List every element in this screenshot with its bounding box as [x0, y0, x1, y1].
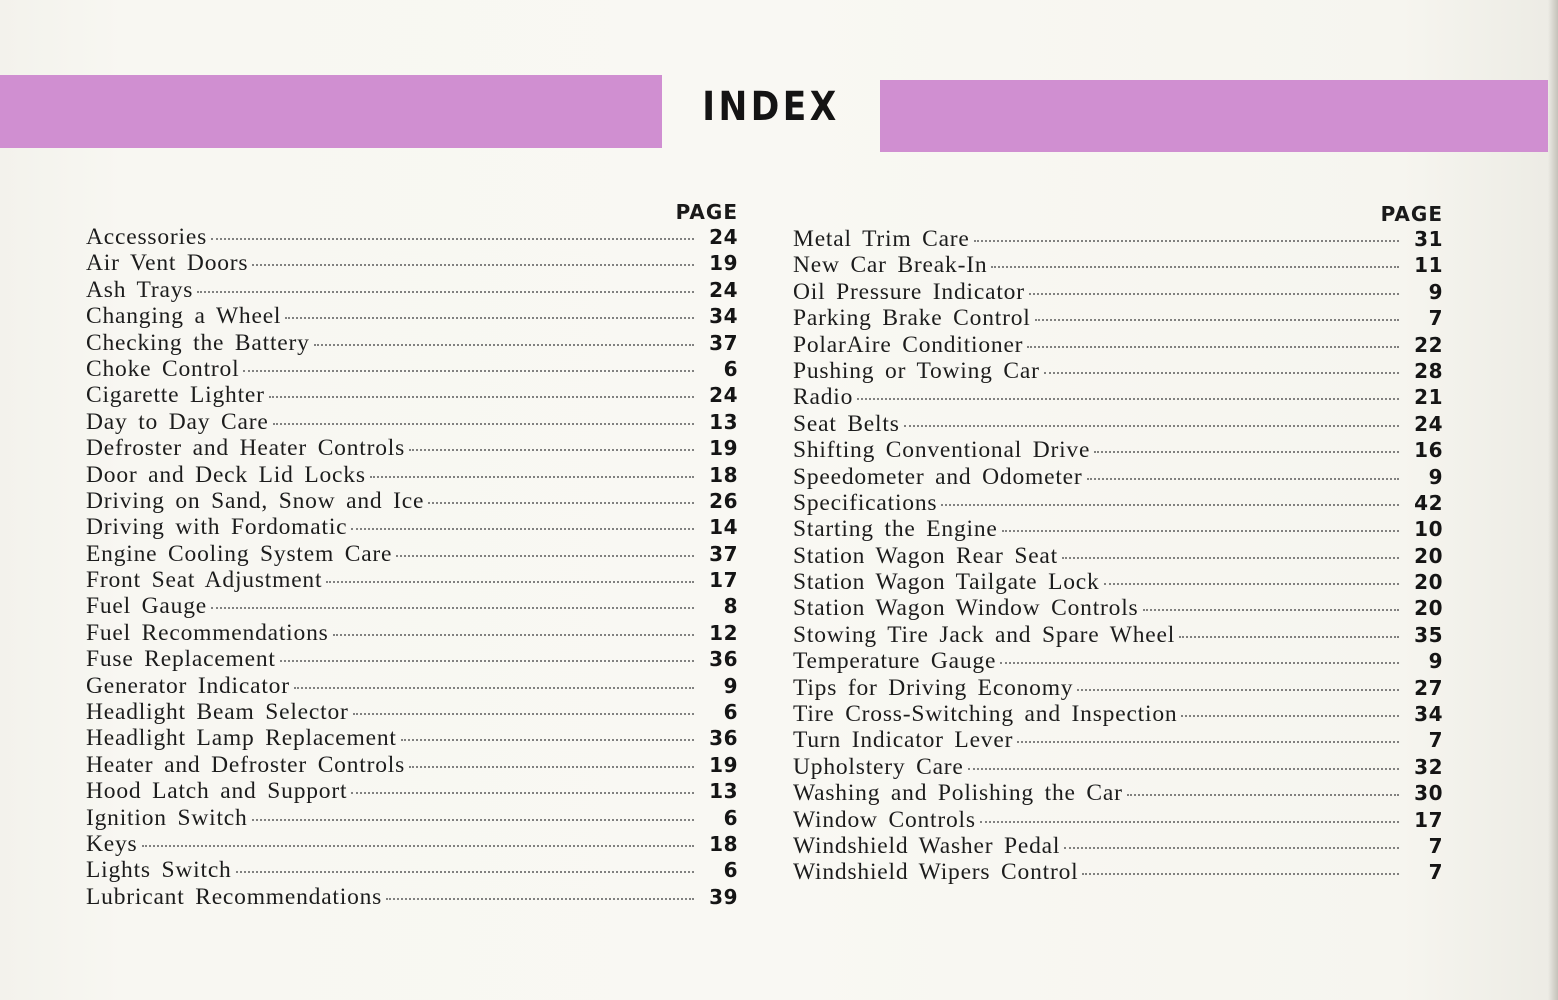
index-entry — [86, 778, 738, 804]
index-entry-label: Lubricant Recommendations — [86, 883, 383, 910]
dot-leader — [1044, 372, 1399, 374]
index-entry-label: Upholstery Care — [793, 753, 964, 780]
index-entry-page-number: 6 — [723, 805, 738, 830]
dot-leader — [1002, 530, 1399, 532]
dot-leader — [904, 425, 1399, 427]
index-entry-label: Engine Cooling System Care — [86, 540, 393, 567]
index-entry-label: Generator Indicator — [86, 672, 290, 699]
index-entry-page-number: 6 — [723, 700, 738, 725]
dot-leader — [1029, 293, 1399, 295]
index-entry-page-number: 22 — [1414, 332, 1443, 357]
index-entry-page-number: 36 — [709, 647, 738, 672]
index-entry-page-number: 12 — [709, 620, 738, 645]
index-entry-page-number: 7 — [1428, 833, 1443, 858]
dot-leader — [1000, 662, 1399, 664]
index-entry-label: Headlight Lamp Replacement — [86, 725, 397, 752]
index-entry — [793, 648, 1443, 674]
index-entry-label: Changing a Wheel — [86, 303, 282, 330]
index-entry — [793, 464, 1443, 490]
index-entry-label: Checking the Battery — [86, 329, 310, 356]
index-entry-page-number: 20 — [1414, 596, 1443, 621]
index-entry — [793, 807, 1443, 833]
index-entry — [793, 411, 1443, 437]
index-entry-label: Specifications — [793, 489, 938, 516]
dot-leader — [269, 396, 694, 398]
index-entry-page-number: 9 — [1428, 464, 1443, 489]
dot-leader — [1181, 715, 1399, 717]
index-entry — [86, 250, 738, 276]
dot-leader — [351, 528, 694, 530]
decorative-band-right — [880, 80, 1548, 152]
index-entry — [86, 646, 738, 672]
index-entry-page-number: 19 — [709, 436, 738, 461]
index-entry — [86, 567, 738, 593]
index-entry-page-number: 7 — [1428, 860, 1443, 885]
index-entry-page-number: 24 — [709, 277, 738, 302]
dot-leader — [280, 660, 694, 662]
index-entry-label: Radio — [793, 384, 854, 411]
index-entry-label: Station Wagon Tailgate Lock — [793, 569, 1100, 596]
index-entry-page-number: 32 — [1414, 754, 1443, 779]
index-entry — [793, 780, 1443, 806]
index-entry-page-number: 16 — [1414, 438, 1443, 463]
dot-leader — [401, 739, 694, 741]
dot-leader — [211, 238, 694, 240]
index-entry-page-number: 34 — [1414, 702, 1443, 727]
index-entry-page-number: 27 — [1414, 675, 1443, 700]
index-entry-label: Parking Brake Control — [793, 305, 1031, 332]
index-entry — [86, 330, 738, 356]
index-entry — [86, 435, 738, 461]
index-entry-label: Door and Deck Lid Locks — [86, 461, 366, 488]
dot-leader — [1027, 346, 1399, 348]
index-entry-page-number: 42 — [1414, 490, 1443, 515]
index-entry-page-number: 17 — [1414, 807, 1443, 832]
dot-leader — [857, 398, 1399, 400]
index-entry — [793, 332, 1443, 358]
index-entry-label: Accessories — [86, 224, 208, 250]
index-entry-label: Shifting Conventional Drive — [793, 437, 1091, 464]
index-entry-page-number: 21 — [1414, 385, 1443, 410]
index-entry — [86, 857, 738, 883]
dot-leader — [294, 687, 694, 689]
dot-leader — [1094, 451, 1399, 453]
index-entry-label: Washing and Polishing the Car — [793, 780, 1123, 807]
index-entry-list — [793, 226, 1443, 886]
index-entry — [793, 437, 1443, 463]
index-entry-page-number: 36 — [709, 726, 738, 751]
index-entry-page-number: 20 — [1414, 543, 1443, 568]
index-entry — [793, 305, 1443, 331]
index-entry — [793, 833, 1443, 859]
index-column-right — [793, 202, 1443, 886]
dot-leader — [980, 821, 1399, 823]
dot-leader — [409, 766, 694, 768]
dot-leader — [1179, 636, 1399, 638]
index-entry — [793, 569, 1443, 595]
index-entry-label: Window Controls — [793, 806, 976, 833]
index-entry-label: Cigarette Lighter — [86, 382, 265, 409]
dot-leader — [1087, 478, 1399, 480]
index-entry — [793, 516, 1443, 542]
index-entry — [86, 884, 738, 910]
index-entry-label: Temperature Gauge — [793, 648, 997, 675]
page-column-header: PAGE — [1380, 202, 1443, 226]
dot-leader — [941, 504, 1399, 506]
dot-leader — [197, 291, 694, 293]
index-entry — [86, 699, 738, 725]
index-entry — [86, 593, 738, 619]
dot-leader — [428, 502, 694, 504]
index-entry-page-number: 9 — [1428, 279, 1443, 304]
index-entry-label: Station Wagon Window Controls — [793, 595, 1139, 622]
index-entry — [793, 675, 1443, 701]
index-entry-page-number: 6 — [723, 858, 738, 883]
index-entry-label: Heater and Defroster Controls — [86, 751, 406, 778]
dot-leader — [285, 317, 694, 319]
dot-leader — [236, 871, 694, 873]
index-entry-page-number: 13 — [709, 779, 738, 804]
index-entry — [793, 252, 1443, 278]
index-entry-label: Speedometer and Odometer — [793, 463, 1083, 490]
index-entry-label: Tire Cross-Switching and Inspection — [793, 701, 1178, 728]
index-entry-label: Station Wagon Rear Seat — [793, 542, 1058, 569]
index-entry-page-number: 20 — [1414, 570, 1443, 595]
index-entry — [793, 384, 1443, 410]
index-entry-label: Fuel Gauge — [86, 593, 207, 620]
dot-leader — [409, 449, 694, 451]
index-entry — [793, 279, 1443, 305]
index-entry — [86, 277, 738, 303]
dot-leader — [333, 634, 694, 636]
index-entry-page-number: 18 — [709, 831, 738, 856]
index-entry-page-number: 7 — [1428, 728, 1443, 753]
index-entry-label: Day to Day Care — [86, 408, 269, 435]
index-entry-page-number: 18 — [709, 462, 738, 487]
index-entry-page-number: 9 — [1428, 649, 1443, 674]
index-entry-label: PolarAire Conditioner — [793, 331, 1024, 358]
dot-leader — [314, 344, 694, 346]
index-entry — [86, 224, 738, 250]
dot-leader — [351, 792, 694, 794]
index-entry-label: Defroster and Heater Controls — [86, 435, 406, 462]
dot-leader — [370, 476, 694, 478]
page-column-header: PAGE — [675, 200, 738, 224]
index-entry-label: Windshield Wipers Control — [793, 859, 1079, 886]
index-entry-page-number: 24 — [709, 225, 738, 249]
dot-leader — [273, 423, 694, 425]
index-entry-page-number: 24 — [709, 383, 738, 408]
decorative-band-left — [0, 75, 662, 148]
index-entry-page-number: 8 — [723, 594, 738, 619]
index-entry-label: Fuse Replacement — [86, 646, 276, 673]
index-entry-label: Pushing or Towing Car — [793, 357, 1040, 384]
index-entry-list — [86, 224, 738, 910]
dot-leader — [211, 607, 694, 609]
page-title: INDEX — [702, 84, 840, 130]
index-entry-label: Choke Control — [86, 355, 240, 382]
index-entry — [86, 303, 738, 329]
index-entry — [86, 514, 738, 540]
index-entry-label: Turn Indicator Lever — [793, 727, 1014, 754]
dot-leader — [1082, 873, 1399, 875]
dot-leader — [243, 370, 694, 372]
index-entry-label: Lights Switch — [86, 857, 232, 884]
index-entry-label: Ignition Switch — [86, 804, 248, 831]
index-entry — [86, 831, 738, 857]
index-entry-label: Seat Belts — [793, 410, 900, 437]
index-entry — [86, 673, 738, 699]
index-entry-page-number: 13 — [709, 409, 738, 434]
index-entry-page-number: 10 — [1414, 517, 1443, 542]
index-entry — [793, 754, 1443, 780]
dot-leader — [1035, 319, 1399, 321]
index-entry — [86, 620, 738, 646]
index-entry — [86, 409, 738, 435]
index-entry-page-number: 26 — [709, 488, 738, 513]
index-entry-label: Tips for Driving Economy — [793, 674, 1074, 701]
index-entry — [793, 358, 1443, 384]
index-entry-page-number: 19 — [709, 251, 738, 276]
index-entry — [86, 725, 738, 751]
page-edge-shadow — [1548, 0, 1558, 1000]
index-entry-page-number: 11 — [1414, 253, 1443, 278]
index-column-left — [86, 200, 738, 910]
index-entry-page-number: 6 — [723, 356, 738, 381]
index-entry-page-number: 34 — [709, 304, 738, 329]
index-entry-page-number: 7 — [1428, 306, 1443, 331]
dot-leader — [1077, 689, 1399, 691]
index-entry — [86, 805, 738, 831]
dot-leader — [1127, 794, 1399, 796]
index-entry-label: Windshield Washer Pedal — [793, 832, 1061, 859]
index-entry-page-number: 37 — [709, 330, 738, 355]
index-entry — [793, 490, 1443, 516]
index-entry-label: Keys — [86, 830, 138, 857]
index-entry-label: Starting the Engine — [793, 516, 998, 543]
index-entry-page-number: 24 — [1414, 411, 1443, 436]
index-entry-label: Stowing Tire Jack and Spare Wheel — [793, 621, 1176, 648]
index-entry-label: Front Seat Adjustment — [86, 567, 323, 594]
index-entry-label: Driving with Fordomatic — [86, 514, 348, 541]
dot-leader — [1104, 583, 1399, 585]
index-entry — [86, 488, 738, 514]
dot-leader — [142, 845, 695, 847]
index-entry-label: Hood Latch and Support — [86, 778, 348, 805]
index-entry — [793, 859, 1443, 885]
index-entry-page-number: 19 — [709, 752, 738, 777]
dot-leader — [1017, 741, 1399, 743]
index-entry-page-number: 39 — [709, 884, 738, 909]
index-entry — [793, 727, 1443, 753]
dot-leader — [974, 240, 1399, 242]
dot-leader — [386, 898, 694, 900]
index-entry-label: Air Vent Doors — [86, 250, 249, 277]
index-entry-page-number: 31 — [1414, 227, 1443, 251]
dot-leader — [1064, 847, 1399, 849]
dot-leader — [991, 266, 1399, 268]
index-entry — [793, 595, 1443, 621]
dot-leader — [353, 713, 694, 715]
index-entry-page-number: 30 — [1414, 781, 1443, 806]
dot-leader — [326, 581, 694, 583]
index-entry-label: Metal Trim Care — [793, 226, 970, 252]
index-entry — [793, 543, 1443, 569]
index-entry-page-number: 37 — [709, 541, 738, 566]
dot-leader — [968, 768, 1399, 770]
index-entry-page-number: 28 — [1414, 358, 1443, 383]
dot-leader — [252, 264, 694, 266]
index-entry — [86, 541, 738, 567]
index-entry-page-number: 17 — [709, 568, 738, 593]
index-entry-label: Fuel Recommendations — [86, 619, 329, 646]
dot-leader — [1062, 557, 1399, 559]
index-entry — [793, 622, 1443, 648]
dot-leader — [1143, 609, 1400, 611]
index-entry-page-number: 35 — [1414, 622, 1443, 647]
index-entry-label: Ash Trays — [86, 276, 194, 303]
index-entry — [86, 462, 738, 488]
index-entry — [86, 356, 738, 382]
index-entry-label: Headlight Beam Selector — [86, 699, 349, 726]
index-entry-label: Driving on Sand, Snow and Ice — [86, 487, 425, 514]
index-entry — [793, 701, 1443, 727]
index-entry — [86, 382, 738, 408]
index-entry-label: New Car Break-In — [793, 252, 988, 279]
index-entry — [793, 226, 1443, 252]
index-entry-page-number: 9 — [723, 673, 738, 698]
dot-leader — [396, 555, 694, 557]
index-entry-page-number: 14 — [709, 515, 738, 540]
dot-leader — [252, 819, 694, 821]
index-entry — [86, 752, 738, 778]
index-entry-label: Oil Pressure Indicator — [793, 278, 1025, 305]
